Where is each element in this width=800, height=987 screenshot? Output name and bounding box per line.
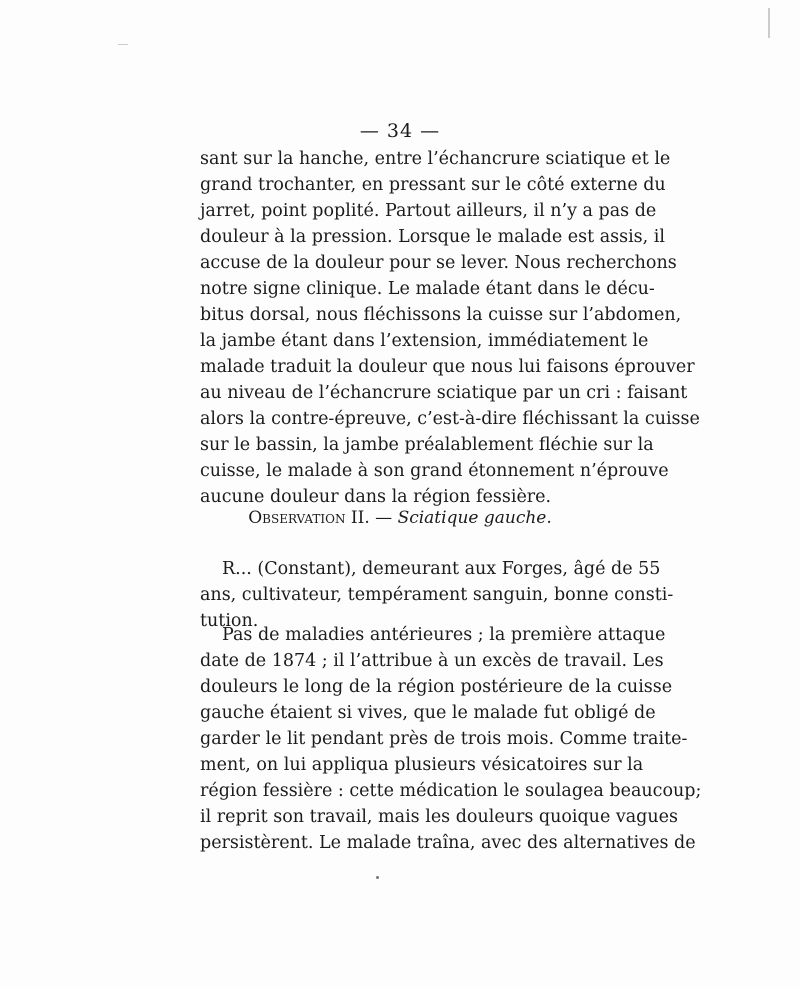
text-line: notre signe clinique. Le malade étant dans le décu- (200, 279, 655, 299)
text-line: accuse de la douleur pour se lever. Nous recherchons (200, 253, 677, 273)
text-line: la jambe étant dans l’extension, immédiatement le (200, 331, 649, 351)
text-line: R... (Constant), demeurant aux Forges, âgé de 55 (222, 559, 661, 579)
text-line: malade traduit la douleur que nous lui faisons éprouver (200, 357, 695, 377)
text-line: tution. (200, 611, 259, 631)
paragraph-1 (200, 146, 700, 510)
scan-edge-mark (118, 44, 128, 45)
text-line: grand trochanter, en pressant sur le côté externe du (200, 175, 666, 195)
scan-edge-mark (768, 8, 770, 38)
text-line: cuisse, le malade à son grand étonnement n’éprouve (200, 461, 669, 481)
text-line: Pas de maladies antérieures ; la première attaque (222, 625, 666, 645)
text-line: au niveau de l’échancrure sciatique par un cri : faisant (200, 383, 688, 403)
text-line: ment, on lui appliqua plusieurs vésicatoires sur la (200, 755, 644, 775)
page-number: — 34 — (359, 120, 441, 142)
text-line: douleurs le long de la région postérieure de la cuisse (200, 677, 673, 697)
observation-subject: Sciatique gauche. (397, 508, 552, 528)
observation-heading (0, 505, 800, 531)
text-line: bitus dorsal, nous fléchissons la cuisse sur l’abdomen, (200, 305, 682, 325)
ink-speck (376, 876, 379, 879)
text-line: persistèrent. Le malade traîna, avec des alternatives de (200, 833, 696, 853)
text-line: jarret, point poplité. Partout ailleurs, il n’y a pas de (200, 201, 657, 221)
text-line: alors la contre-épreuve, c’est-à-dire fléchissant la cuisse (200, 409, 700, 429)
text-line: région fessière : cette médication le soulagea beaucoup; (200, 781, 702, 801)
observation-label: Observation II. (248, 508, 370, 528)
text-line: gauche étaient si vives, que le malade fut obligé de (200, 703, 656, 723)
text-line: garder le lit pendant près de trois mois. Comme traite- (200, 729, 688, 749)
text-line: date de 1874 ; il l’attribue à un excès de travail. Les (200, 651, 664, 671)
text-line: il reprit son travail, mais les douleurs quoique vagues (200, 807, 678, 827)
text-line: sant sur la hanche, entre l’échancrure sciatique et le (200, 149, 671, 169)
paragraph-3 (200, 622, 702, 856)
text-line: ans, cultivateur, tempérament sanguin, bonne consti- (200, 585, 674, 605)
text-line: aucune douleur dans la région fessière. (200, 487, 552, 507)
heading-separator: — (369, 508, 398, 528)
text-line: douleur à la pression. Lorsque le malade est assis, il (200, 227, 665, 247)
text-line: sur le bassin, la jambe préalablement fléchie sur la (200, 435, 654, 455)
